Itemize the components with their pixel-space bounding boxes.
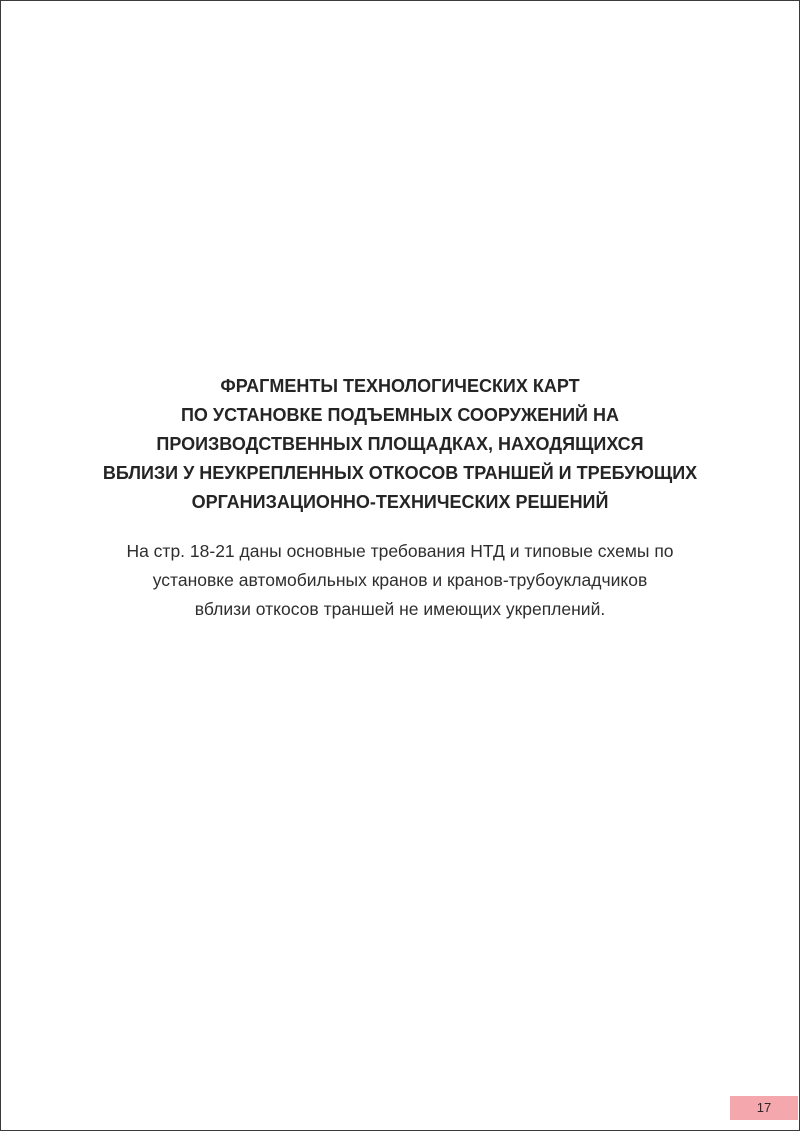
page-number-badge: 17 — [730, 1096, 798, 1120]
document-title — [0, 372, 800, 517]
title-line-5: ОРГАНИЗАЦИОННО-ТЕХНИЧЕСКИХ РЕШЕНИЙ — [191, 492, 609, 512]
intro-line-3: вблизи откосов траншей не имеющих укреплений. — [194, 599, 606, 619]
title-line-3: ПРОИЗВОДСТВЕННЫХ ПЛОЩАДКАХ, НАХОДЯЩИХСЯ — [156, 434, 644, 454]
title-line-1: ФРАГМЕНТЫ ТЕХНОЛОГИЧЕСКИХ КАРТ — [220, 376, 580, 396]
title-line-2: ПО УСТАНОВКЕ ПОДЪЕМНЫХ СООРУЖЕНИЙ НА — [180, 405, 619, 425]
intro-line-1: На стр. 18-21 даны основные требования НТД и типовые схемы по — [126, 541, 674, 561]
title-line-4: ВБЛИЗИ У НЕУКРЕПЛЕННЫХ ОТКОСОВ ТРАНШЕЙ И ТРЕБУЮЩИХ — [102, 463, 698, 483]
intro-paragraph — [0, 537, 800, 624]
intro-line-2: установке автомобильных кранов и кранов-трубоукладчиков — [152, 570, 648, 590]
